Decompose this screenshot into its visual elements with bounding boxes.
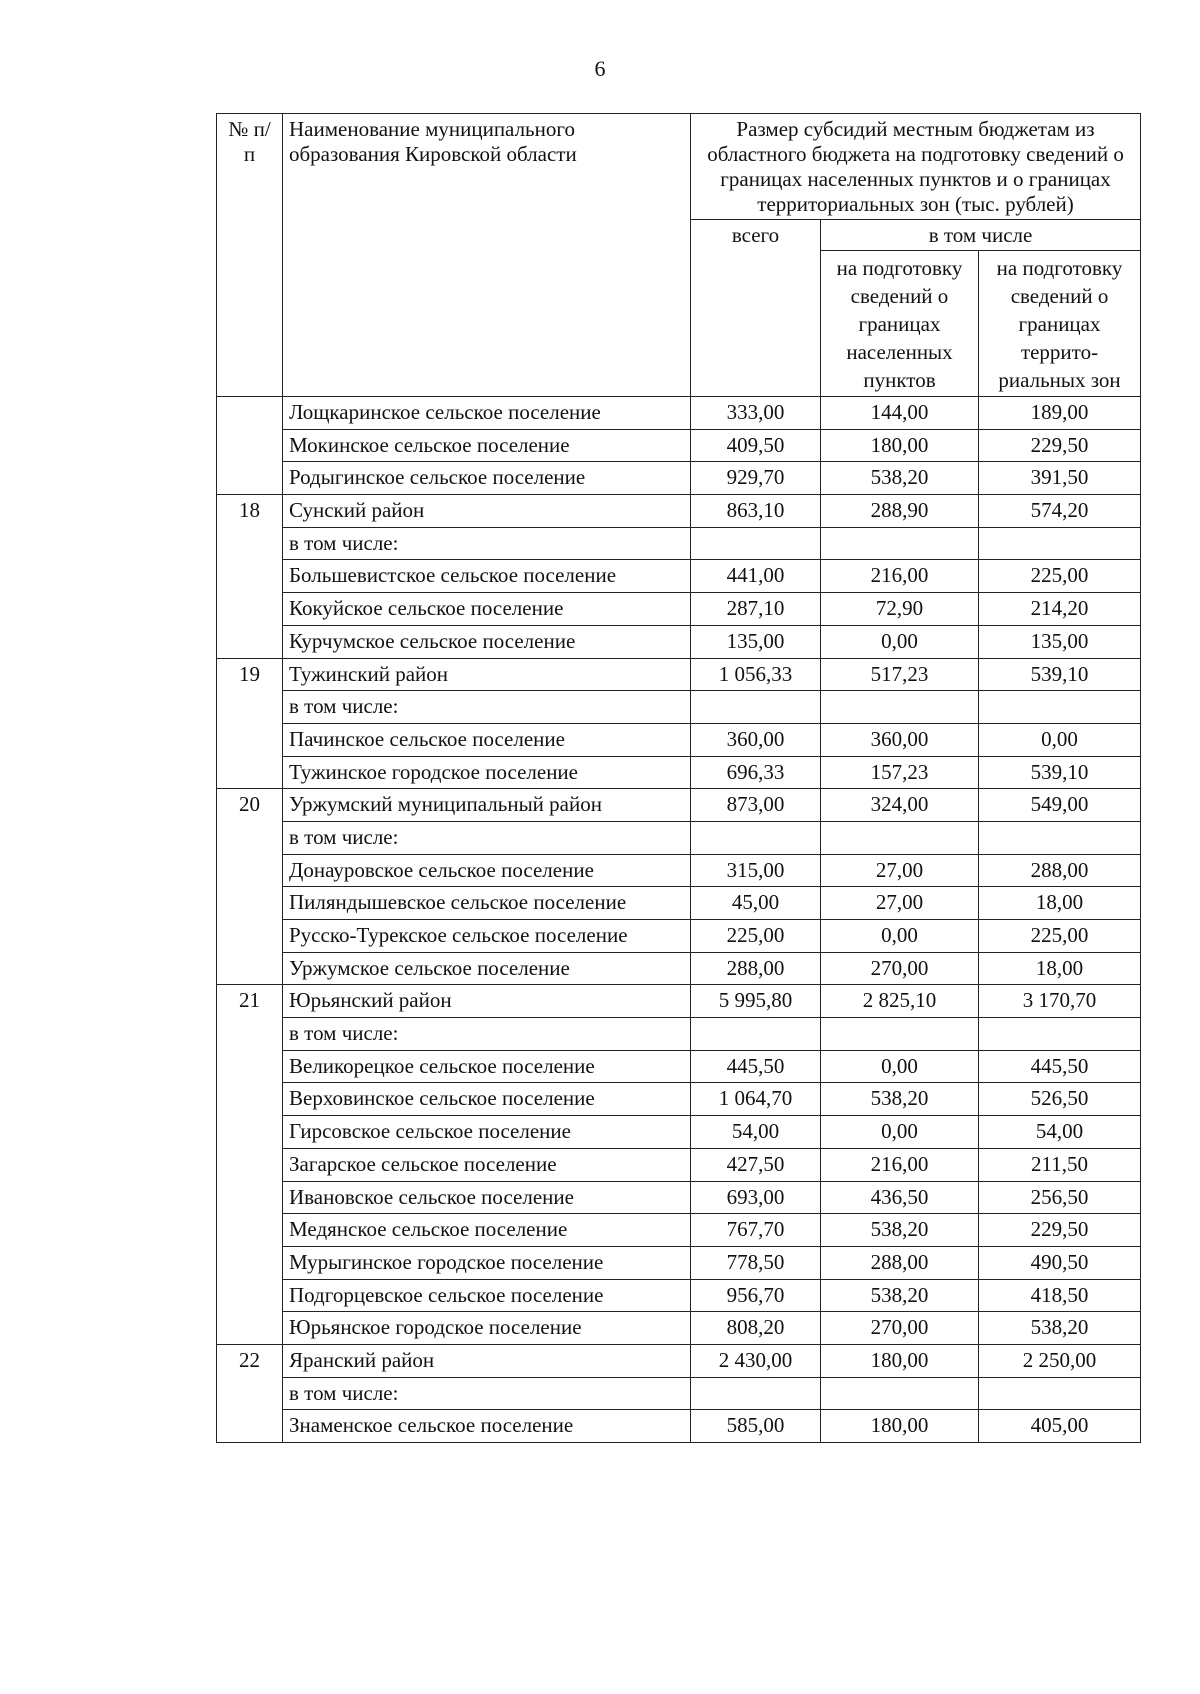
zones-value: 418,50 xyxy=(979,1279,1141,1312)
table-row xyxy=(217,789,1141,822)
total-value: 445,50 xyxy=(691,1050,821,1083)
table-header xyxy=(217,114,1141,397)
municipality-name: в том числе: xyxy=(283,821,691,854)
settlements-value: 538,20 xyxy=(821,462,979,495)
table-row xyxy=(217,429,1141,462)
settlements-value: 538,20 xyxy=(821,1279,979,1312)
total-value: 696,33 xyxy=(691,756,821,789)
zones-value: 574,20 xyxy=(979,495,1141,528)
row-number: 22 xyxy=(217,1344,283,1377)
table-row xyxy=(217,821,1141,854)
settlements-value: 72,90 xyxy=(821,593,979,626)
total-value: 767,70 xyxy=(691,1214,821,1247)
zones-value: 229,50 xyxy=(979,1214,1141,1247)
subsidy-table xyxy=(216,113,1141,1443)
settlements-value: 27,00 xyxy=(821,854,979,887)
row-number xyxy=(217,397,283,430)
row-number xyxy=(217,756,283,789)
table-row xyxy=(217,1410,1141,1443)
municipality-name: в том числе: xyxy=(283,527,691,560)
header-subsidy-size: Размер субсидий местным бюджетам из областного бюджета на подготовку сведений о границах населенных пунктов и о границах территориальных зон (тыс. рублей) xyxy=(691,114,1141,220)
municipality-name: Великорецкое сельское поселение xyxy=(283,1050,691,1083)
row-number: 20 xyxy=(217,789,283,822)
settlements-value xyxy=(821,527,979,560)
settlements-value: 270,00 xyxy=(821,952,979,985)
settlements-value: 0,00 xyxy=(821,920,979,953)
table-row xyxy=(217,1344,1141,1377)
table-row xyxy=(217,495,1141,528)
table-row xyxy=(217,527,1141,560)
total-value: 808,20 xyxy=(691,1312,821,1345)
settlements-value: 27,00 xyxy=(821,887,979,920)
zones-value: 405,00 xyxy=(979,1410,1141,1443)
row-number xyxy=(217,887,283,920)
total-value xyxy=(691,821,821,854)
zones-value: 0,00 xyxy=(979,723,1141,756)
table-row xyxy=(217,723,1141,756)
settlements-value: 180,00 xyxy=(821,1344,979,1377)
total-value: 956,70 xyxy=(691,1279,821,1312)
header-zones-boundaries: на подготовку сведений о границах террито-риальных зон xyxy=(979,251,1141,397)
municipality-name: Ивановское сельское поселение xyxy=(283,1181,691,1214)
settlements-value: 288,90 xyxy=(821,495,979,528)
municipality-name: Большевистское сельское поселение xyxy=(283,560,691,593)
row-number: 21 xyxy=(217,985,283,1018)
row-number xyxy=(217,1018,283,1051)
municipality-name: Уржумский муниципальный район xyxy=(283,789,691,822)
total-value: 5 995,80 xyxy=(691,985,821,1018)
table-row xyxy=(217,560,1141,593)
table-row xyxy=(217,1083,1141,1116)
municipality-name: Мокинское сельское поселение xyxy=(283,429,691,462)
municipality-name: Юрьянский район xyxy=(283,985,691,1018)
settlements-value xyxy=(821,1018,979,1051)
total-value: 427,50 xyxy=(691,1148,821,1181)
settlements-value: 517,23 xyxy=(821,658,979,691)
municipality-name: Верховинское сельское поселение xyxy=(283,1083,691,1116)
municipality-name: Пиляндышевское сельское поселение xyxy=(283,887,691,920)
municipality-name: Пачинское сельское поселение xyxy=(283,723,691,756)
header-number: № п/п xyxy=(217,114,283,397)
zones-value: 490,50 xyxy=(979,1246,1141,1279)
settlements-value: 157,23 xyxy=(821,756,979,789)
zones-value: 288,00 xyxy=(979,854,1141,887)
row-number xyxy=(217,625,283,658)
row-number xyxy=(217,821,283,854)
row-number xyxy=(217,1214,283,1247)
municipality-name: в том числе: xyxy=(283,691,691,724)
total-value: 1 056,33 xyxy=(691,658,821,691)
zones-value: 539,10 xyxy=(979,658,1141,691)
settlements-value: 288,00 xyxy=(821,1246,979,1279)
row-number xyxy=(217,691,283,724)
row-number xyxy=(217,1377,283,1410)
total-value: 135,00 xyxy=(691,625,821,658)
total-value: 225,00 xyxy=(691,920,821,953)
table-row xyxy=(217,691,1141,724)
total-value: 333,00 xyxy=(691,397,821,430)
table-row xyxy=(217,756,1141,789)
settlements-value xyxy=(821,691,979,724)
municipality-name: в том числе: xyxy=(283,1018,691,1051)
zones-value: 189,00 xyxy=(979,397,1141,430)
total-value xyxy=(691,1377,821,1410)
zones-value: 539,10 xyxy=(979,756,1141,789)
header-settlements-boundaries: на подготовку сведений о границах населенных пунктов xyxy=(821,251,979,397)
table-row xyxy=(217,1214,1141,1247)
settlements-value: 216,00 xyxy=(821,1148,979,1181)
zones-value: 211,50 xyxy=(979,1148,1141,1181)
zones-value: 538,20 xyxy=(979,1312,1141,1345)
municipality-name: Тужинский район xyxy=(283,658,691,691)
settlements-value: 436,50 xyxy=(821,1181,979,1214)
row-number: 18 xyxy=(217,495,283,528)
municipality-name: в том числе: xyxy=(283,1377,691,1410)
municipality-name: Курчумское сельское поселение xyxy=(283,625,691,658)
row-number xyxy=(217,920,283,953)
row-number xyxy=(217,1410,283,1443)
row-number xyxy=(217,1279,283,1312)
zones-value xyxy=(979,821,1141,854)
total-value: 441,00 xyxy=(691,560,821,593)
table-row xyxy=(217,920,1141,953)
header-municipality-name: Наименование муниципального образования Кировской области xyxy=(283,114,691,397)
total-value: 693,00 xyxy=(691,1181,821,1214)
zones-value: 18,00 xyxy=(979,952,1141,985)
row-number: 19 xyxy=(217,658,283,691)
row-number xyxy=(217,1246,283,1279)
total-value: 409,50 xyxy=(691,429,821,462)
table-row xyxy=(217,1246,1141,1279)
table-row xyxy=(217,887,1141,920)
total-value: 315,00 xyxy=(691,854,821,887)
zones-value: 256,50 xyxy=(979,1181,1141,1214)
settlements-value: 180,00 xyxy=(821,1410,979,1443)
page-number: 6 xyxy=(594,56,606,81)
settlements-value: 144,00 xyxy=(821,397,979,430)
row-number xyxy=(217,1148,283,1181)
total-value: 1 064,70 xyxy=(691,1083,821,1116)
municipality-name: Мурыгинское городское поселение xyxy=(283,1246,691,1279)
settlements-value: 216,00 xyxy=(821,560,979,593)
table-row xyxy=(217,1377,1141,1410)
table-row xyxy=(217,1312,1141,1345)
table-row xyxy=(217,462,1141,495)
header-including: в том числе xyxy=(821,220,1141,251)
settlements-value: 538,20 xyxy=(821,1214,979,1247)
municipality-name: Кокуйское сельское поселение xyxy=(283,593,691,626)
table-body xyxy=(217,397,1141,1443)
municipality-name: Юрьянское городское поселение xyxy=(283,1312,691,1345)
settlements-value: 0,00 xyxy=(821,625,979,658)
total-value: 287,10 xyxy=(691,593,821,626)
zones-value: 225,00 xyxy=(979,560,1141,593)
municipality-name: Лощкаринское сельское поселение xyxy=(283,397,691,430)
zones-value: 2 250,00 xyxy=(979,1344,1141,1377)
settlements-value: 538,20 xyxy=(821,1083,979,1116)
row-number xyxy=(217,723,283,756)
zones-value: 391,50 xyxy=(979,462,1141,495)
zones-value: 229,50 xyxy=(979,429,1141,462)
row-number xyxy=(217,1312,283,1345)
row-number xyxy=(217,429,283,462)
table-row xyxy=(217,1148,1141,1181)
municipality-name: Медянское сельское поселение xyxy=(283,1214,691,1247)
total-value: 288,00 xyxy=(691,952,821,985)
zones-value xyxy=(979,527,1141,560)
zones-value xyxy=(979,1018,1141,1051)
row-number xyxy=(217,1116,283,1149)
settlements-value: 270,00 xyxy=(821,1312,979,1345)
zones-value: 214,20 xyxy=(979,593,1141,626)
table-row xyxy=(217,625,1141,658)
table-row xyxy=(217,1018,1141,1051)
total-value: 2 430,00 xyxy=(691,1344,821,1377)
table-row xyxy=(217,1050,1141,1083)
settlements-value: 0,00 xyxy=(821,1050,979,1083)
municipality-name: Гирсовское сельское поселение xyxy=(283,1116,691,1149)
table-row xyxy=(217,985,1141,1018)
settlements-value: 2 825,10 xyxy=(821,985,979,1018)
total-value: 863,10 xyxy=(691,495,821,528)
municipality-name: Знаменское сельское поселение xyxy=(283,1410,691,1443)
table-row xyxy=(217,1116,1141,1149)
row-number xyxy=(217,462,283,495)
row-number xyxy=(217,854,283,887)
row-number xyxy=(217,560,283,593)
municipality-name: Подгорцевское сельское поселение xyxy=(283,1279,691,1312)
zones-value xyxy=(979,691,1141,724)
total-value xyxy=(691,691,821,724)
municipality-name: Русско-Турекское сельское поселение xyxy=(283,920,691,953)
zones-value: 3 170,70 xyxy=(979,985,1141,1018)
municipality-name: Родыгинское сельское поселение xyxy=(283,462,691,495)
zones-value xyxy=(979,1377,1141,1410)
municipality-name: Уржумское сельское поселение xyxy=(283,952,691,985)
total-value: 929,70 xyxy=(691,462,821,495)
row-number xyxy=(217,527,283,560)
table-row xyxy=(217,1181,1141,1214)
settlements-value xyxy=(821,1377,979,1410)
row-number xyxy=(217,952,283,985)
total-value xyxy=(691,527,821,560)
header-total: всего xyxy=(691,220,821,397)
settlements-value xyxy=(821,821,979,854)
municipality-name: Сунский район xyxy=(283,495,691,528)
total-value: 873,00 xyxy=(691,789,821,822)
zones-value: 225,00 xyxy=(979,920,1141,953)
row-number xyxy=(217,1050,283,1083)
row-number xyxy=(217,593,283,626)
total-value: 585,00 xyxy=(691,1410,821,1443)
table-row xyxy=(217,658,1141,691)
table-row xyxy=(217,854,1141,887)
table-row xyxy=(217,952,1141,985)
zones-value: 549,00 xyxy=(979,789,1141,822)
municipality-name: Тужинское городское поселение xyxy=(283,756,691,789)
total-value: 45,00 xyxy=(691,887,821,920)
total-value: 360,00 xyxy=(691,723,821,756)
table-row xyxy=(217,397,1141,430)
table-row xyxy=(217,593,1141,626)
zones-value: 18,00 xyxy=(979,887,1141,920)
settlements-value: 360,00 xyxy=(821,723,979,756)
settlements-value: 324,00 xyxy=(821,789,979,822)
row-number xyxy=(217,1181,283,1214)
municipality-name: Донауровское сельское поселение xyxy=(283,854,691,887)
total-value: 54,00 xyxy=(691,1116,821,1149)
total-value: 778,50 xyxy=(691,1246,821,1279)
zones-value: 54,00 xyxy=(979,1116,1141,1149)
municipality-name: Яранский район xyxy=(283,1344,691,1377)
zones-value: 135,00 xyxy=(979,625,1141,658)
settlements-value: 0,00 xyxy=(821,1116,979,1149)
zones-value: 526,50 xyxy=(979,1083,1141,1116)
table-row xyxy=(217,1279,1141,1312)
settlements-value: 180,00 xyxy=(821,429,979,462)
row-number xyxy=(217,1083,283,1116)
total-value xyxy=(691,1018,821,1051)
municipality-name: Загарское сельское поселение xyxy=(283,1148,691,1181)
zones-value: 445,50 xyxy=(979,1050,1141,1083)
